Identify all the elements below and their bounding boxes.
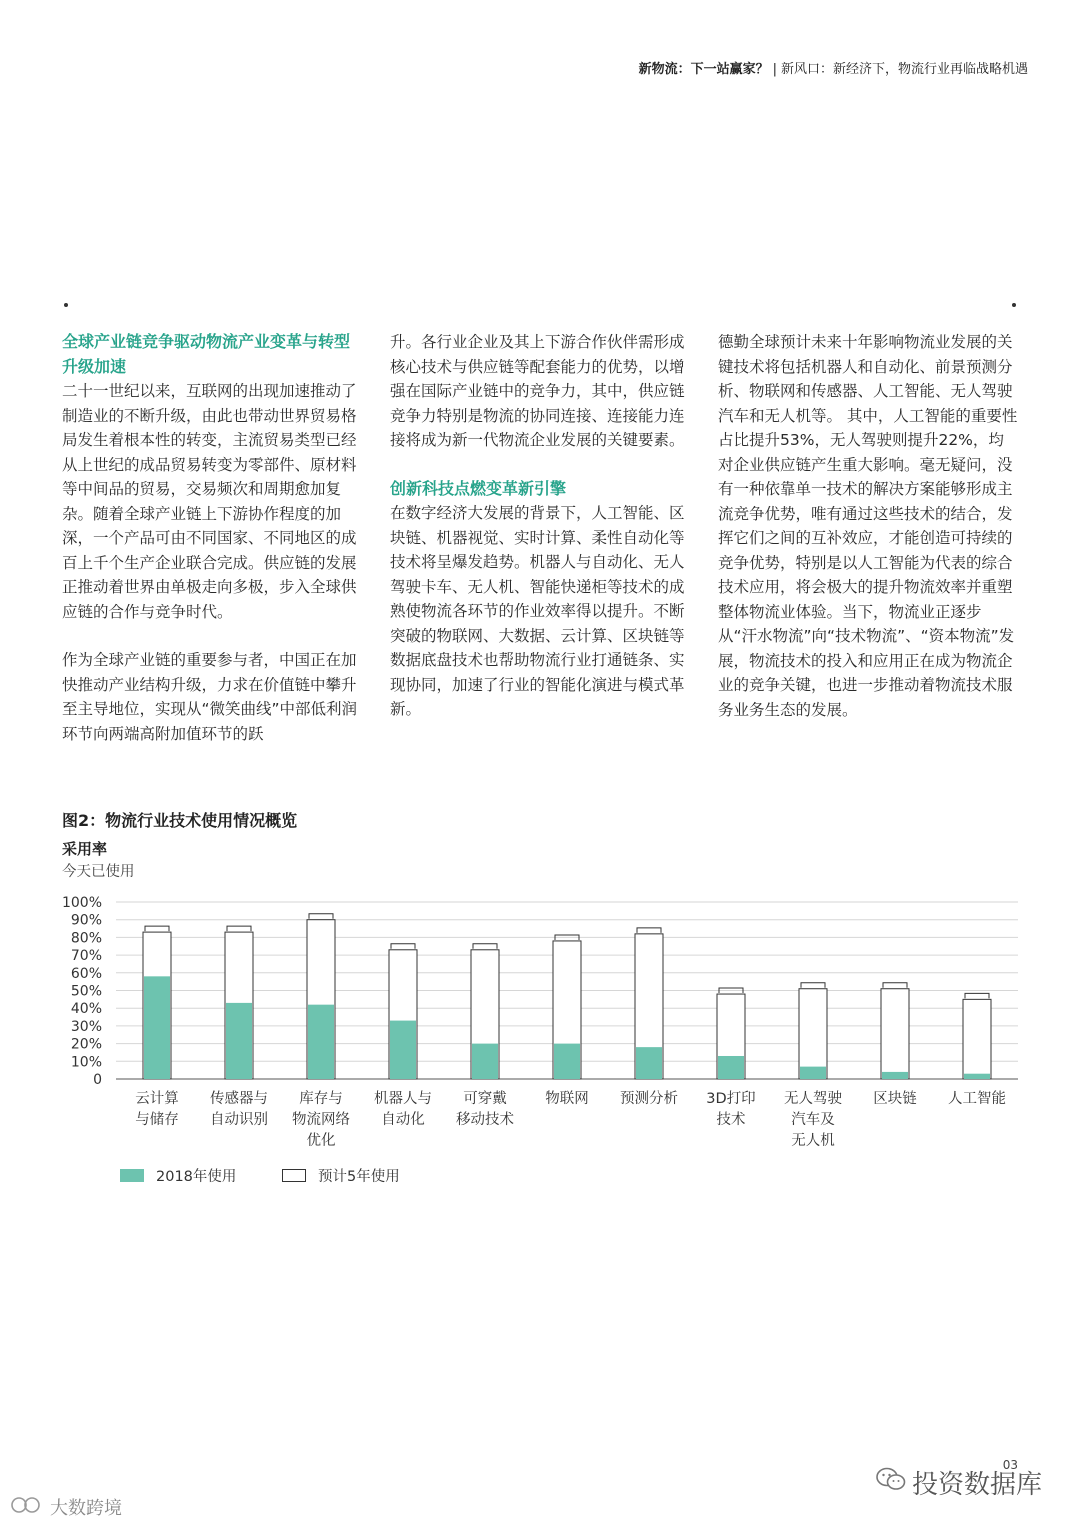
legend-swatch-outline: [282, 1169, 306, 1182]
bar-future: [881, 989, 909, 1079]
bar-future-cap: [801, 983, 825, 988]
x-category-label: 物联网: [545, 1091, 589, 1107]
watermark-left: [10, 1494, 122, 1520]
legend-item-current: [120, 1165, 236, 1186]
x-category-label: 库存与: [299, 1091, 343, 1107]
bar-current: [554, 1044, 580, 1079]
bar-future-cap: [883, 983, 907, 988]
x-category-label: 可穿戴: [463, 1091, 507, 1107]
x-category-label: 移动技术: [456, 1112, 514, 1128]
y-tick-label: 20%: [70, 1036, 102, 1053]
y-tick-label: 60%: [70, 965, 102, 982]
watermark-right: [876, 1464, 1042, 1501]
header-subtitle: 新风口：新经济下，物流行业再临战略机遇: [780, 62, 1028, 77]
x-category-label: 云计算: [135, 1091, 179, 1107]
y-tick-label: 70%: [70, 948, 102, 965]
page-header: [639, 58, 1028, 77]
bar-current: [800, 1067, 826, 1079]
x-category-label: 机器人与: [374, 1091, 432, 1107]
section-heading-industry-chain: 全球产业链竞争驱动物流产业变革与转型升级加速: [62, 332, 351, 376]
y-tick-label: 0: [93, 1072, 102, 1088]
paragraph: 德勤全球预计未来十年影响物流业发展的关键技术将包括机器人和自动化、前景预测分析、物联网和传感器、人工智能、无人驾驶汽车和无人机等。 其中，人工智能的重要性占比提升53%，无人驾驶则提升22%，均对企业供应链产生重大影响。毫无疑问，没有一种依靠单一技术的解决方案能够形成主流竞争优势，唯有通过这些技术的结合，发挥它们之间的互补效应，才能创造可持续的竞争优势，特别是以人工智能为代表的综合技术应用，将会极大的提升物流效率并重塑整体物流业体验。当下，物流业正逐步从“汗水物流”向“技术物流”、“资本物流”发展，物流技术的投入和应用正在成为物流企业的竞争关键，也进一步推动着物流技术服务业务生态的发展。: [718, 333, 1018, 719]
bar-current: [636, 1047, 662, 1079]
text-column-2: [390, 330, 690, 722]
bar-current: [390, 1021, 416, 1079]
adoption-bar-chart: [50, 890, 1030, 1155]
header-title: 新物流：下一站赢家？: [638, 62, 769, 77]
bar-current: [472, 1044, 498, 1079]
y-tick-label: 10%: [70, 1054, 102, 1071]
section-heading-innovation: 创新科技点燃变革新引擎: [390, 478, 567, 498]
legend-swatch-filled: [120, 1169, 144, 1182]
bar-future-cap: [391, 944, 415, 949]
bar-current: [882, 1072, 908, 1079]
text-column-1: [62, 330, 362, 746]
paragraph: 在数字经济大发展的背景下，人工智能、区块链、机器视觉、实时计算、柔性自动化等技术将呈爆发趋势。机器人与自动化、无人驾驶卡车、无人机、智能快递柜等技术的成熟使物流各环节的作业效率得以提升。不断突破的物联网、大数据、云计算、区块链等数据底盘技术也帮助物流行业打通链条、实现协同，加速了行业的智能化演进与模式革新。: [390, 504, 685, 718]
watermark-right-text: 投资数据库: [911, 1470, 1042, 1500]
x-category-label: 自动化: [381, 1112, 425, 1128]
legend-label-future: 预计5年使用: [318, 1169, 400, 1185]
text-column-3: [718, 330, 1018, 722]
brand-logo-icon: [10, 1495, 44, 1520]
y-tick-label: 90%: [70, 912, 102, 929]
x-category-label: 区块链: [873, 1091, 917, 1107]
bar-future-cap: [637, 928, 661, 933]
y-tick-label: 80%: [70, 930, 102, 947]
page-number: 03: [1002, 1458, 1018, 1472]
bar-future: [799, 989, 827, 1079]
bar-future-cap: [145, 926, 169, 931]
bar-current: [226, 1003, 252, 1079]
bar-future-cap: [309, 914, 333, 919]
bullet-dot-left: [64, 303, 68, 307]
bar-future-cap: [473, 944, 497, 949]
paragraph: 二十一世纪以来，互联网的出现加速推动了制造业的不断升级，由此也带动世界贸易格局发生着根本性的转变，主流贸易类型已经从上世纪的成品贸易转变为零部件、原材料等中间品的贸易，交易频次和周期愈加复杂。随着全球产业链上下游协作程度的加深，一个产品可由不同国家、不同地区的成百上千个生产企业联合完成。供应链的发展正推动着世界由单极走向多极，步入全球供应链的合作与竞争时代。: [62, 382, 357, 621]
x-category-label: 技术: [716, 1112, 746, 1128]
x-category-label: 汽车及: [791, 1112, 835, 1128]
bullet-dot-right: [1012, 303, 1016, 307]
y-tick-label: 100%: [61, 895, 102, 911]
x-category-label: 物流网络: [292, 1112, 350, 1128]
bar-future: [963, 999, 991, 1079]
y-tick-label: 40%: [70, 1001, 102, 1018]
x-category-label: 自动识别: [210, 1112, 268, 1128]
figure-subtitle-today: 今天已使用: [62, 864, 135, 880]
paragraph: 作为全球产业链的重要参与者，中国正在加快推动产业结构升级，力求在价值链中攀升至主导地位，实现从“微笑曲线”中部低利润环节向两端高附加值环节的跃: [62, 651, 358, 743]
x-category-label: 3D打印: [706, 1091, 756, 1107]
y-tick-label: 50%: [70, 983, 102, 1000]
bar-current: [718, 1056, 744, 1079]
x-category-label: 无人机: [791, 1133, 835, 1149]
watermark-left-text: 大数跨境: [50, 1498, 122, 1519]
wechat-icon: [876, 1466, 906, 1499]
bar-future-cap: [965, 993, 989, 998]
x-category-label: 预测分析: [620, 1091, 678, 1107]
header-separator: |: [772, 62, 777, 77]
legend-label-current: 2018年使用: [156, 1169, 237, 1185]
bar-current: [964, 1074, 990, 1079]
bar-future-cap: [227, 926, 251, 931]
legend-item-future: [282, 1165, 400, 1186]
paragraph: 升。各行业企业及其上下游合作伙伴需形成核心技术与供应链等配套能力的优势，以增强在国际产业链中的竞争力，其中，供应链竞争力特别是物流的协同连接、连接能力连接将成为新一代物流企业发展的关键要素。: [390, 333, 685, 449]
bar-current: [308, 1005, 334, 1079]
figure-subtitle-adoption: 采用率: [62, 840, 108, 858]
x-category-label: 人工智能: [948, 1091, 1006, 1107]
x-category-label: 优化: [306, 1133, 336, 1149]
y-tick-label: 30%: [70, 1018, 102, 1035]
bar-current: [144, 976, 170, 1079]
x-category-label: 传感器与: [210, 1091, 268, 1107]
x-category-label: 无人驾驶: [784, 1091, 842, 1107]
figure-title: 图2：物流行业技术使用情况概览: [62, 811, 298, 830]
x-category-label: 与储存: [135, 1112, 179, 1128]
